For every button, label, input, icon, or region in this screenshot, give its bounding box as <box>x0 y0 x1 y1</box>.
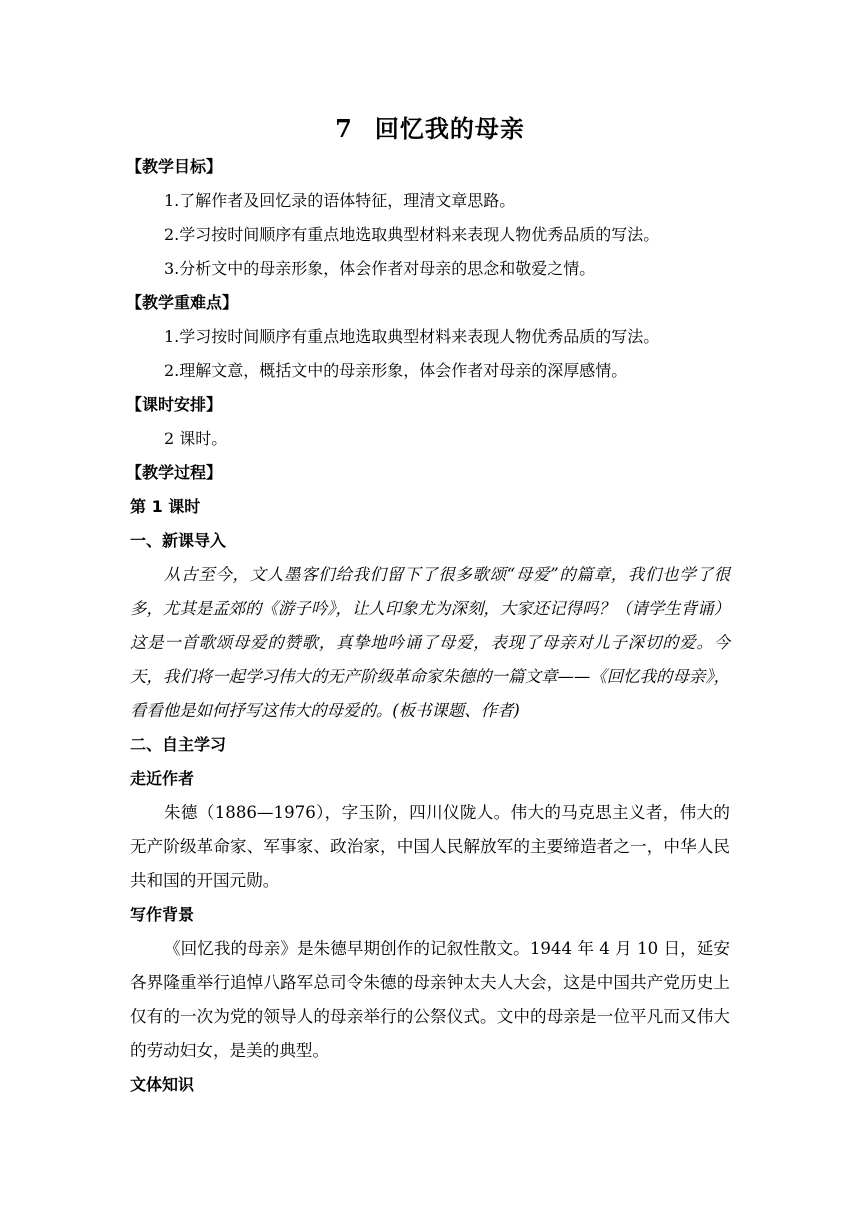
objectives-heading: 【教学目标】 <box>126 157 223 176</box>
key-point-item: 2.理解文意，概括文中的母亲形象，体会作者对母亲的深厚感情。 <box>164 361 628 380</box>
objective-item: 2.学习按时间顺序有重点地选取典型材料来表现人物优秀品质的写法。 <box>164 225 660 244</box>
schedule-text: 2 课时。 <box>164 429 228 448</box>
lesson-heading: 第 1 课时 <box>130 497 201 516</box>
intro-heading: 一、新课导入 <box>130 531 227 550</box>
key-points-heading: 【教学重难点】 <box>126 293 239 312</box>
genre-heading: 文体知识 <box>130 1075 195 1094</box>
lesson-number: 7 <box>335 114 353 143</box>
document-page <box>126 108 730 1102</box>
document-title <box>130 108 730 150</box>
self-study-heading: 二、自主学习 <box>130 735 227 754</box>
objective-item: 3.分析文中的母亲形象，体会作者对母亲的思念和敬爱之情。 <box>164 259 596 278</box>
process-heading: 【教学过程】 <box>126 463 223 482</box>
key-point-item: 1.学习按时间顺序有重点地选取典型材料来表现人物优秀品质的写法。 <box>164 327 660 346</box>
lesson-title: 回忆我的母亲 <box>374 114 525 143</box>
objective-item: 1.了解作者及回忆录的语体特征，理清文章思路。 <box>164 191 516 210</box>
author-paragraph: 朱德（1886—1976），字玉阶，四川仪陇人。伟大的马克思主义者，伟大的无产阶级革命家、军事家、政治家，中国人民解放军的主要缔造者之一，中华人民共和国的开国元勋。 <box>130 803 730 890</box>
author-heading: 走近作者 <box>130 769 195 788</box>
background-heading: 写作背景 <box>130 905 195 924</box>
background-paragraph: 《回忆我的母亲》是朱德早期创作的记叙性散文。1944 年 4 月 10 日，延安各界隆重举行追悼八路军总司令朱德的母亲钟太夫人大会，这是中国共产党历史上仅有的一次为党的领导人的母亲举行的公祭仪式。文中的母亲是一位平凡而又伟大的劳动妇女，是美的典型。 <box>130 939 730 1060</box>
intro-paragraph: 从古至今，文人墨客们给我们留下了很多歌颂“母爱”的篇章，我们也学了很多，尤其是孟郊的《游子吟》，让人印象尤为深刻，大家还记得吗？（请学生背诵）这是一首歌颂母爱的赞歌，真挚地吟诵了母爱，表现了母亲对儿子深切的爱。今天，我们将一起学习伟大的无产阶级革命家朱德的一篇文章——《回忆我的母亲》，看看他是如何抒写这伟大的母爱的。(板书课题、作者) <box>130 565 730 720</box>
schedule-heading: 【课时安排】 <box>126 395 223 414</box>
